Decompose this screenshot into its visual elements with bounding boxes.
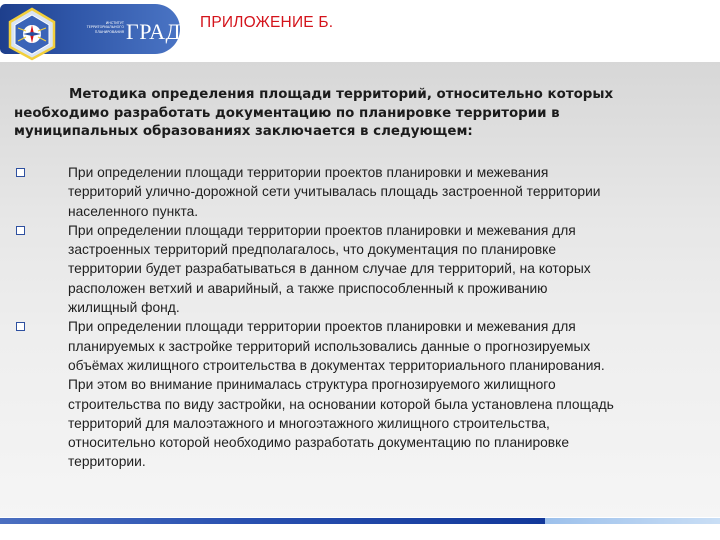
list-item-line: строительства по виду застройки, на основании которой была установлена площадь bbox=[68, 396, 614, 412]
intro-line: Методика определения площади территорий, относительно которых bbox=[69, 87, 614, 102]
institute-emblem-icon bbox=[6, 7, 58, 61]
page-title: ПРИЛОЖЕНИЕ Б. bbox=[200, 14, 334, 31]
slide-header bbox=[0, 0, 720, 62]
list-item-line: территории будет разрабатываться в данном случае для территорий, на которых bbox=[68, 261, 591, 277]
list-item bbox=[14, 221, 714, 317]
list-item-line: жилищный фонд. bbox=[68, 300, 180, 316]
brand-name: ГРАД bbox=[126, 19, 182, 44]
square-bullet-icon bbox=[16, 168, 25, 177]
footer-stripe-light bbox=[545, 518, 720, 524]
list-item-line: территорий для малоэтажного и многоэтажного жилищного строительства, bbox=[68, 415, 550, 431]
intro-line: необходимо разработать документацию по планировке территории в bbox=[14, 105, 560, 121]
list-item-line: При определении площади территории проектов планировки и межевания для bbox=[68, 222, 576, 238]
list-item bbox=[14, 317, 714, 471]
brand-band bbox=[0, 4, 180, 54]
slide-content bbox=[0, 62, 720, 517]
list-item-line: объёмах жилищного строительства в документах территориального планирования. bbox=[68, 357, 605, 373]
square-bullet-icon bbox=[16, 322, 25, 331]
list-item-line: относительно которой необходимо разработать документацию по планировке bbox=[68, 435, 569, 451]
footer-stripe-dark bbox=[0, 518, 545, 524]
list-item-line: При определении площади территории проектов планировки и межевания для bbox=[68, 319, 576, 335]
institute-name: ИНСТИТУТ ТЕРРИТОРИАЛЬНОГО ПЛАНИРОВАНИЯ bbox=[86, 21, 124, 34]
list-item-line: территории. bbox=[68, 454, 146, 470]
list-item-line: территорий улично-дорожной сети учитывалась площадь застроенной территории bbox=[68, 184, 601, 200]
bullet-list bbox=[14, 163, 714, 472]
footer-bar bbox=[0, 517, 720, 540]
list-item-line: При этом во внимание принималась структура прогнозируемого жилищного bbox=[68, 377, 556, 393]
intro-paragraph bbox=[14, 86, 704, 142]
square-bullet-icon bbox=[16, 226, 25, 235]
list-item-line: застроенных территорий предполагалось, что документация по планировке bbox=[68, 242, 557, 258]
list-item bbox=[14, 163, 714, 221]
intro-line: муниципальных образованиях заключается в следующем: bbox=[14, 124, 473, 139]
list-item-line: населенного пункта. bbox=[68, 203, 199, 219]
list-item-line: планируемых к застройке территорий использовались данные о прогнозируемых bbox=[68, 338, 591, 354]
list-item-line: При определении площади территории проектов планировки и межевания bbox=[68, 165, 549, 180]
list-item-line: расположен ветхий и аварийный, а также приспособленный к проживанию bbox=[68, 280, 548, 296]
